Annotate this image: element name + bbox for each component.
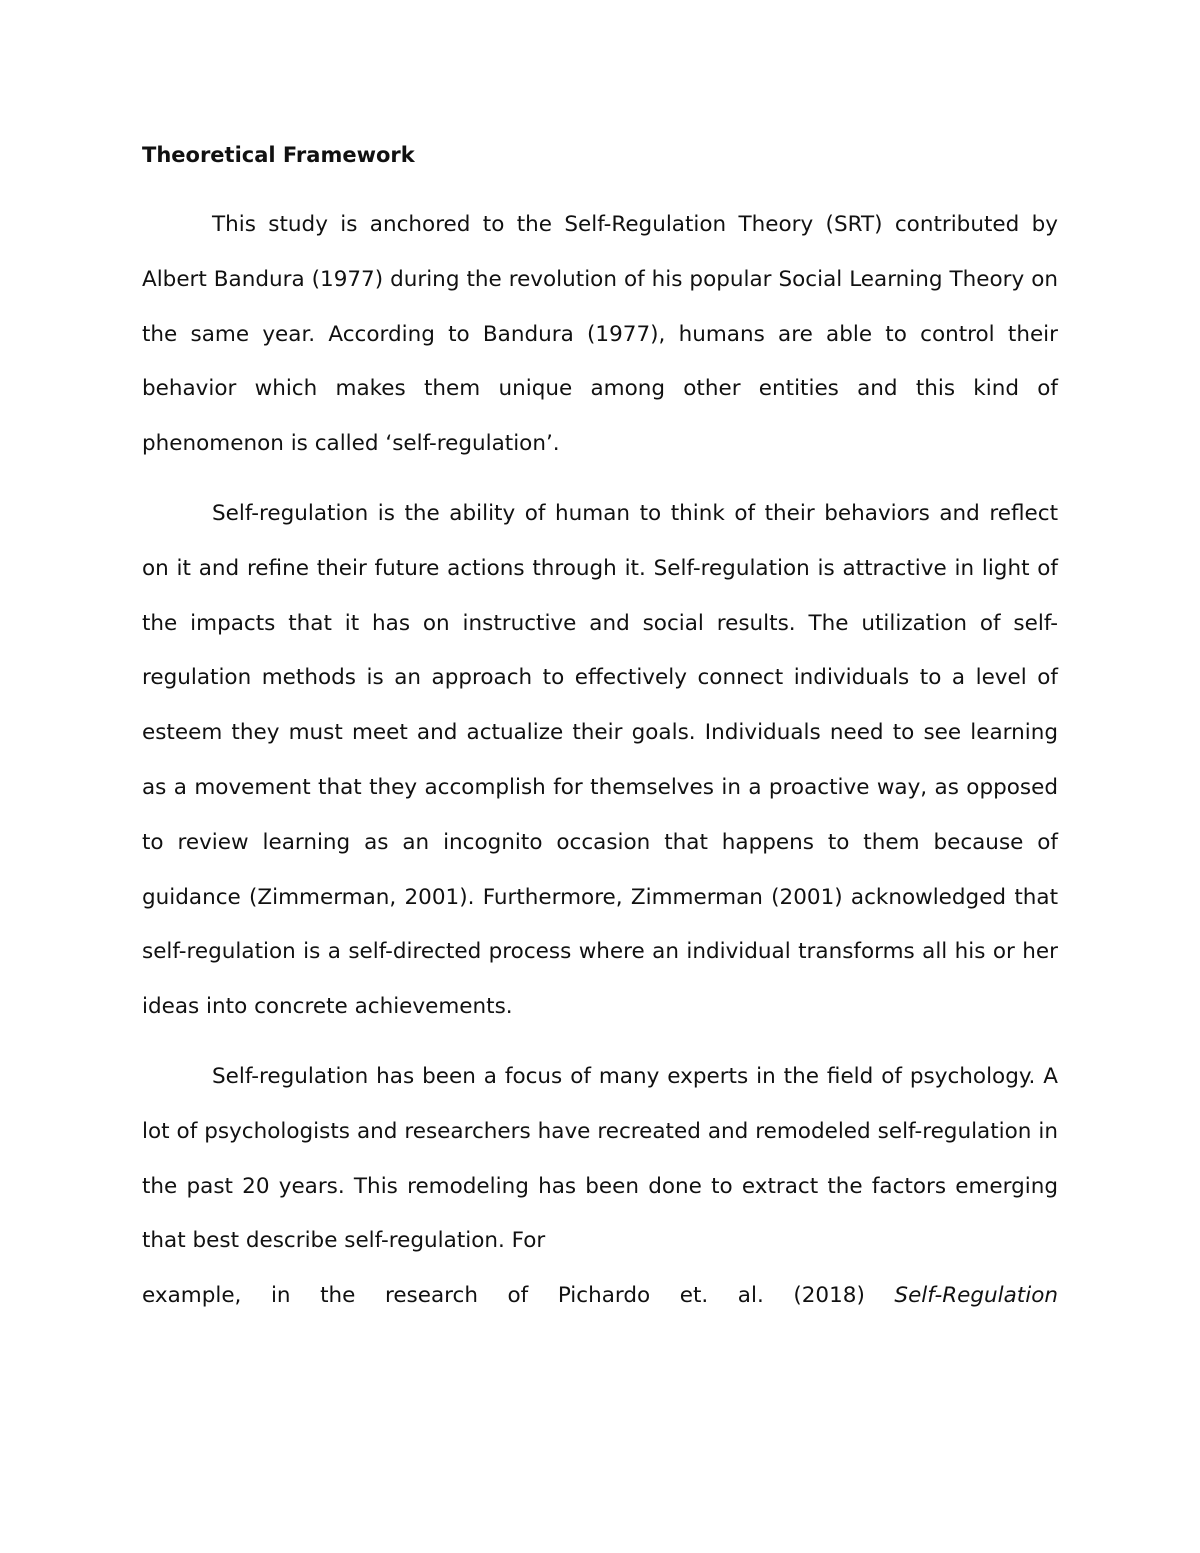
- document-body: [142, 128, 1058, 1324]
- paragraph-3-text: Self-regulation has been a focus of many experts in the field of psychology. A lot of psychologists and researchers have recreated and remodeled self-regulation in the past 20 years. This remodeling has been done to extract the factors emerging that best describe self-regulation. For: [142, 1063, 1058, 1254]
- paragraph-2: Self-regulation is the ability of human to think of their behaviors and reflect on it and refine their future actions through it. Self-regulation is attractive in light of the impacts that it has on instructive and social results. The utilization of self-regulation methods is an approach to effectively connect individuals to a level of esteem they must meet and actualize their goals. Individuals need to see learning as a movement that they accomplish for themselves in a proactive way, as opposed to review learning as an incognito occasion that happens to them because of guidance (Zimmerman, 2001). Furthermore, Zimmerman (2001) acknowledged that self-regulation is a self-directed process where an individual transforms all his or her ideas into concrete achievements.: [142, 500, 1058, 1020]
- paragraph-3-last-line-text: example, in the research of Pichardo et. al. (2018): [142, 1283, 865, 1309]
- paragraph-1: This study is anchored to the Self-Regulation Theory (SRT) contributed by Albert Bandura (1977) during the revolution of his popular Social Learning Theory on the same year. According to Bandura (1977), humans are able to control their behavior which makes them unique among other entities and this kind of phenomenon is called ‘self-regulation’.: [142, 212, 1058, 457]
- paragraph-3-last-line: [142, 1269, 1058, 1324]
- paragraph-3: [142, 1050, 1058, 1324]
- section-heading: Theoretical Framework: [142, 143, 415, 167]
- italic-title: Self-Regulation: [894, 1283, 1058, 1309]
